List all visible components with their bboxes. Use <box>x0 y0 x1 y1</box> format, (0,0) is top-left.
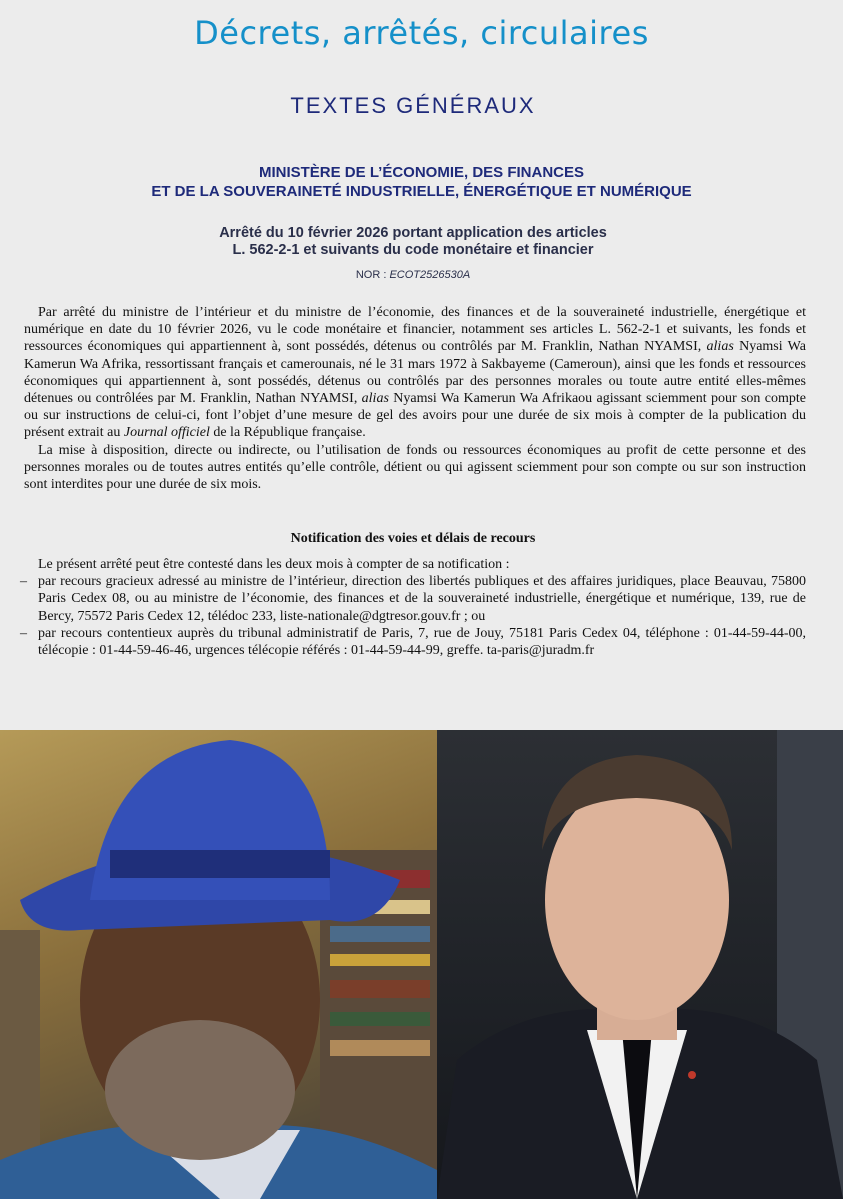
body-paragraph-1 <box>24 304 806 442</box>
journal-officiel-text: Journal officiel <box>123 425 210 441</box>
nor-reference <box>0 269 826 281</box>
arrete-title-line-2: L. 562-2-1 et suivants du code monétaire et financier <box>232 242 594 258</box>
alias-text: alias <box>361 391 389 407</box>
nor-value: ECOT2526530A <box>389 269 471 281</box>
portrait-photo-left <box>0 730 437 1199</box>
ministry-heading <box>0 163 843 201</box>
portrait-man-with-hat <box>0 730 437 1199</box>
body-text: Nyamsi Wa Kamerun Wa Afrikaou agissant sciemment pour son compte ou sur instructions de celui-ci, font l’objet d’une mesure de gel des avoirs pour une durée de six mois à compter de la publication du présent extrait au <box>24 391 806 441</box>
recours-item-gracieux <box>20 573 806 625</box>
arrete-body <box>24 304 806 493</box>
recours-item-text: par recours contentieux auprès du tribunal administratif de Paris, 7, rue de Jouy, 75181 Paris Cedex 04, téléphone : 01-44-59-44-00, télécopie : 01-44-59-46-46, urgences télécopie référés : 01-44-59-44-99, greffe. ta-paris@juradm.fr <box>38 625 806 659</box>
recours-heading: Notification des voies et délais de recours <box>290 531 536 546</box>
recours-item-contentieux <box>20 625 806 659</box>
portrait-photo-right <box>437 730 843 1199</box>
body-text: Nyamsi Wa Kamerun Wa Afrika, ressortissant français et camerounais, né le 31 mars 1972 à Sakbayeme (Cameroun), ainsi que les fonds et ressources économiques qui appartiennent à, sont possédés, détenus ou contrôlés par des personnes morales ou toute autre entité elles-mêmes détenues ou contrôlées par M. Franklin, Nathan NYAMSI, <box>24 339 806 407</box>
page-title: Décrets, arrêtés, circulaires <box>194 14 649 52</box>
ministry-line-2: ET DE LA SOUVERAINETÉ INDUSTRIELLE, ÉNERGÉTIQUE ET NUMÉRIQUE <box>151 183 692 200</box>
portrait-man-in-suit <box>437 730 843 1199</box>
body-text: Par arrêté du ministre de l’intérieur et du ministre de l’économie, des finances et de la souveraineté industrielle, énergétique et numérique en date du 10 février 2026, vu le code monétaire et financier, notamment ses articles L. 562-2-1 et suivants, les fonds et ressources économiques qui appartiennent à, sont possédés, détenus ou contrôlés par M. Franklin, Nathan NYAMSI, <box>24 305 806 355</box>
body-paragraph-2: La mise à disposition, directe ou indirecte, ou l’utilisation de fonds ou ressources économiques au profit de cette personne et des personnes morales ou de toutes autres entités qu’elle contrôle, détient ou qui agissent sciemment pour son compte ou sur son instruction sont interdites pour une durée de six mois. <box>24 442 806 493</box>
recours-item-text: par recours gracieux adressé au ministre de l’intérieur, direction des libertés publiques et des affaires juridiques, place Beauvau, 75800 Paris Cedex 08, ou au ministre de l’économie, des finances et de la souveraineté industrielle, énergétique et numérique, 139, rue de Bercy, 75572 Paris Cedex 12, télédoc 233, liste-nationale@dgtresor.gouv.fr ; ou <box>38 574 806 624</box>
recours-intro: Le présent arrêté peut être contesté dans les deux mois à compter de sa notification : <box>38 557 510 572</box>
alias-text: alias <box>706 339 734 355</box>
arrete-title-line-1: Arrêté du 10 février 2026 portant application des articles <box>219 225 607 241</box>
list-dash: – <box>20 625 27 641</box>
recours-section <box>20 556 806 659</box>
recours-list <box>20 573 806 659</box>
nor-label: NOR : <box>355 269 390 281</box>
ministry-line-1: MINISTÈRE DE L’ÉCONOMIE, DES FINANCES <box>258 164 585 181</box>
arrete-title <box>0 225 826 259</box>
list-dash: – <box>20 574 27 590</box>
body-text: de la République française. <box>209 425 366 441</box>
section-title: TEXTES GÉNÉRAUX <box>290 93 536 118</box>
